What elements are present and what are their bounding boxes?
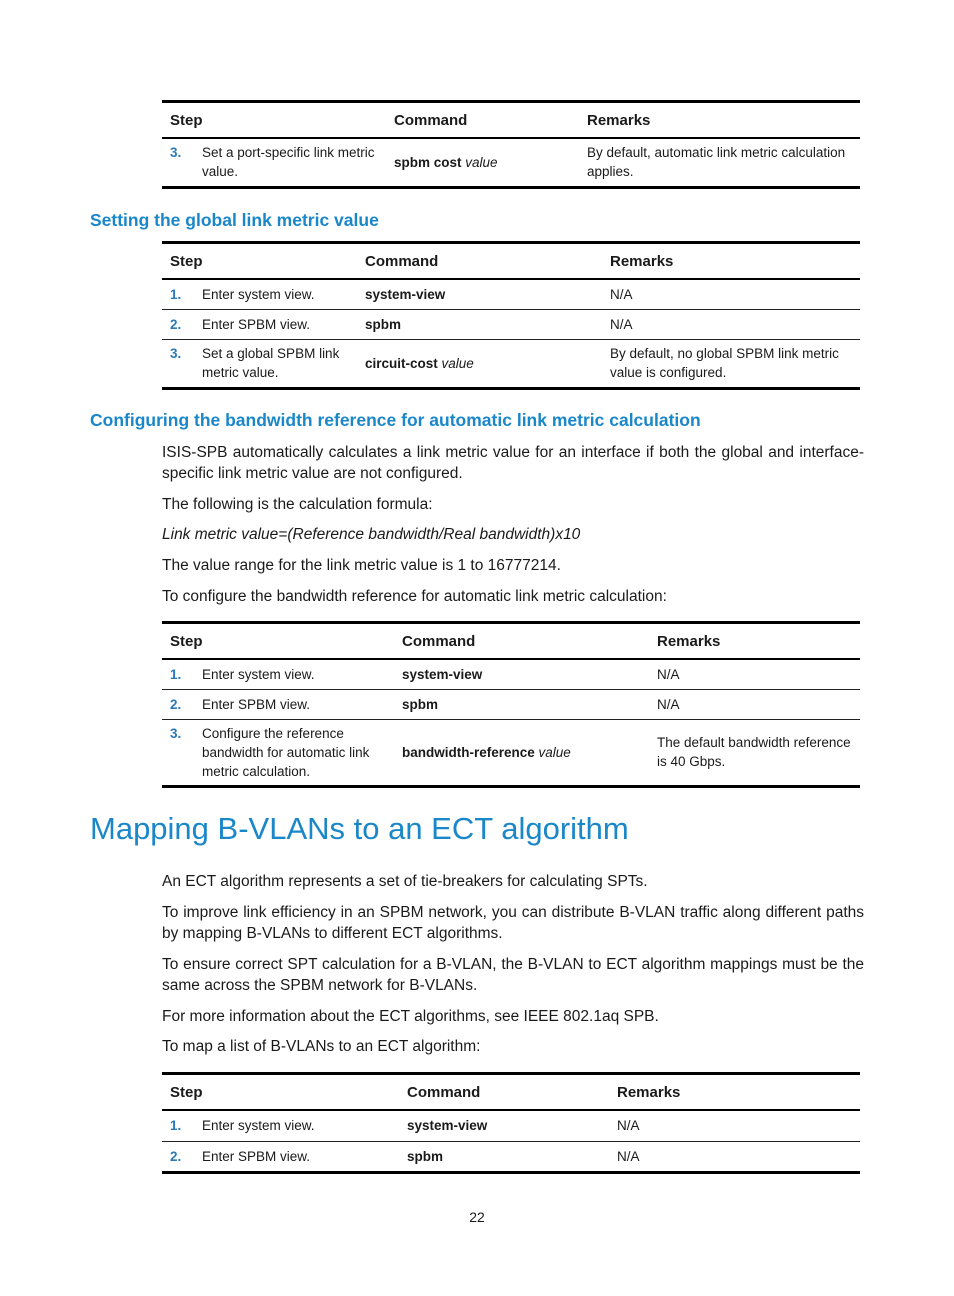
command-keyword: system-view (365, 286, 446, 302)
command-cell (394, 689, 649, 719)
table-row (162, 309, 860, 339)
step-number: 3. (170, 725, 182, 741)
step-number: 1. (170, 666, 182, 682)
section-heading-global-metric: Setting the global link metric value (90, 210, 379, 230)
page-number: 22 (469, 1209, 485, 1225)
command-keyword: circuit-cost (365, 355, 438, 371)
step-cell (162, 339, 357, 388)
command-cell (399, 1141, 609, 1172)
step-text: Enter SPBM view. (202, 1148, 311, 1164)
header-remarks: Remarks (602, 243, 860, 280)
step-number: 1. (170, 1118, 182, 1134)
paragraph: To improve link efficiency in an SPBM network, you can distribute B-VLAN traffic along different paths by mapping B-VLANs to different ECT algorithms. (162, 904, 864, 942)
step-number: 2. (170, 696, 182, 712)
step-text: Enter SPBM view. (202, 316, 311, 332)
remarks-cell: By default, automatic link metric calculation applies. (579, 138, 860, 187)
header-command: Command (386, 102, 579, 139)
step-cell (162, 719, 394, 786)
command-cell (394, 659, 649, 689)
header-command: Command (394, 623, 649, 660)
step-text: Enter system view. (202, 286, 315, 302)
table-row (162, 719, 860, 786)
remarks-cell: N/A (649, 659, 860, 689)
command-cell (357, 339, 602, 388)
remarks-cell: N/A (649, 689, 860, 719)
command-cell (394, 719, 649, 786)
section-heading-bandwidth-reference: Configuring the bandwidth reference for automatic link metric calculation (90, 410, 701, 430)
formula: Link metric value=(Reference bandwidth/Real bandwidth)x10 (162, 526, 581, 543)
remarks-cell: N/A (602, 279, 860, 309)
command-keyword: system-view (407, 1118, 488, 1134)
paragraph: An ECT algorithm represents a set of tie-breakers for calculating SPTs. (162, 873, 648, 890)
step-number: 3. (170, 346, 182, 361)
command-keyword: spbm (407, 1148, 444, 1164)
table-row (162, 1110, 860, 1141)
paragraph: The following is the calculation formula: (162, 496, 433, 513)
step-number: 2. (170, 1148, 182, 1164)
command-argument: value (441, 355, 474, 371)
command-keyword: spbm (365, 316, 402, 332)
step-cell (162, 659, 394, 689)
table-row (162, 279, 860, 309)
command-keyword: spbm cost (394, 154, 462, 170)
step-cell (162, 138, 386, 187)
step-text: Set a port-specific link metric value. (202, 145, 375, 180)
command-cell (357, 309, 602, 339)
step-cell (162, 1141, 399, 1172)
step-cell (162, 689, 394, 719)
paragraph: For more information about the ECT algorithms, see IEEE 802.1aq SPB. (162, 1008, 659, 1025)
remarks-cell: By default, no global SPBM link metric value is configured. (602, 339, 860, 388)
header-command: Command (399, 1074, 609, 1111)
header-step: Step (162, 102, 386, 139)
table-row (162, 659, 860, 689)
command-argument: value (538, 744, 571, 760)
paragraph: To configure the bandwidth reference for automatic link metric calculation: (162, 588, 667, 605)
table-ect-mapping (162, 1072, 860, 1174)
header-remarks: Remarks (579, 102, 860, 139)
remarks-cell: The default bandwidth reference is 40 Gbps. (649, 719, 860, 786)
step-text: Configure the reference bandwidth for automatic link metric calculation. (202, 725, 370, 779)
paragraph: ISIS-SPB automatically calculates a link metric value for an interface if both the global and interface-specific link metric value are not configured. (162, 444, 864, 482)
header-step: Step (162, 243, 357, 280)
header-step: Step (162, 1074, 399, 1111)
command-keyword: bandwidth-reference (402, 744, 535, 760)
step-text: Enter SPBM view. (202, 696, 311, 712)
paragraph: The value range for the link metric value is 1 to 16777214. (162, 557, 561, 574)
command-keyword: spbm (402, 696, 439, 712)
table-row (162, 689, 860, 719)
table-port-link-metric (162, 100, 860, 189)
chapter-title: Mapping B-VLANs to an ECT algorithm (90, 811, 629, 846)
command-cell (386, 138, 579, 187)
step-text: Enter system view. (202, 666, 315, 682)
table-row (162, 1141, 860, 1172)
header-remarks: Remarks (649, 623, 860, 660)
command-keyword: system-view (402, 666, 483, 682)
step-cell (162, 1110, 399, 1141)
step-cell (162, 279, 357, 309)
remarks-cell: N/A (602, 309, 860, 339)
table-row (162, 138, 860, 187)
table-bandwidth-reference (162, 621, 860, 788)
step-text: Set a global SPBM link metric value. (202, 346, 340, 380)
command-cell (357, 279, 602, 309)
step-cell (162, 309, 357, 339)
step-number: 2. (170, 316, 182, 332)
table-row (162, 339, 860, 388)
header-command: Command (357, 243, 602, 280)
command-cell (399, 1110, 609, 1141)
step-number: 3. (170, 145, 182, 161)
step-number: 1. (170, 286, 182, 302)
header-step: Step (162, 623, 394, 660)
table-global-link-metric (162, 241, 860, 390)
paragraph: To ensure correct SPT calculation for a B-VLAN, the B-VLAN to ECT algorithm mappings must be the same across the SPBM network for B-VLANs. (162, 956, 864, 994)
remarks-cell: N/A (609, 1110, 860, 1141)
step-text: Enter system view. (202, 1118, 315, 1134)
remarks-cell: N/A (609, 1141, 860, 1172)
command-argument: value (465, 154, 498, 170)
header-remarks: Remarks (609, 1074, 860, 1111)
paragraph: To map a list of B-VLANs to an ECT algorithm: (162, 1038, 481, 1055)
